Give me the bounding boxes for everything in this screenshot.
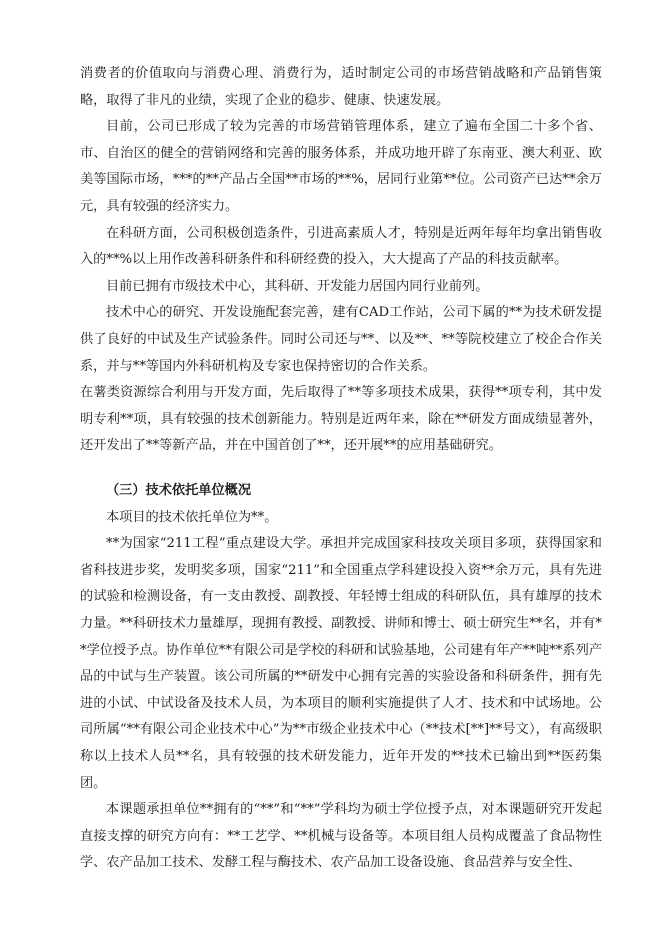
paragraph-marketing-system: 目前，公司已形成了较为完善的市场营销管理体系，建立了遍布全国二十多个省、市、自治区的健全的营销网络和完善的服务体系，并成功地开辟了东南亚、澳大利亚、欧美等国际市场，***的**产品占全国**市场的**%，居同行业第**位。公司资产已达**余万元，具有较强的经济实力。	[80, 119, 602, 214]
paragraph-research-investment: 在科研方面，公司积极创造条件，引进高素质人才，特别是近两年每年均拿出销售收入的**%以上用作改善科研条件和科研经费的投入，大大提高了产品的科技贡献率。	[80, 225, 602, 268]
paragraph-university-profile: **为国家“211工程”重点建设大学。承担并完成国家科技攻关项目多项，获得国家和省科技进步奖，发明奖多项，国家“211”和全国重点学科建设投入资**余万元，具有先进的试验和检测设备，有一支由教授、副教授、年轻博士组成的科研队伍，具有雄厚的技术力量。**科研技术力量雄厚，现拥有教授、副教授、讲师和博士、硕士研究生**名，并有**学位授予点。协作单位**有限公司是学校的科研和试验基地，公司建有年产**吨**系列产品的中试与生产装置。该公司所属的**研发中心拥有完善的实验设备和科研条件，拥有先进的小试、中试设备及技术人员，为本项目的顺利实施提供了人才、技术和中试场地。公司所属“**有限公司企业技术中心”为**市级企业技术中心（**技术[**]**号文），有高级职称以上技术人员**名，具有较强的技术研发能力，近年开发的**技术已输出到**医药集团。	[80, 536, 602, 791]
paragraph-marketing-continuation: 消费者的价值取向与消费心理、消费行为，适时制定公司的市场营销战略和产品销售策略，取得了非凡的业绩，实现了企业的稳步、健康、快速发展。	[80, 66, 602, 108]
paragraph-supporting-unit: 本项目的技术依托单位为**。	[106, 509, 278, 525]
body-text-top	[80, 61, 602, 460]
body-text-bottom	[80, 478, 602, 877]
paragraph-tech-center: 目前已拥有市级技术中心，其科研、开发能力居国内同行业前列。	[106, 278, 489, 294]
paragraph-rd-facilities: 技术中心的研究、开发设施配套完善，建有CAD工作站，公司下属的**为技术研发提供了良好的中试及生产试验条件。同时公司还与**、以及**、**等院校建立了校企合作关系，并与**等国内外科研机构及专家也保持密切的合作关系。	[80, 305, 602, 374]
paragraph-achievements: 在薯类资源综合利用与开发方面，先后取得了**等多项技术成果，获得**项专利，其中发明专利**项，具有较强的技术创新能力。特别是近两年来，除在**研发方面成绩显著外，还开发出了**等新产品，并在中国首创了**，还开展**的应用基础研究。	[80, 385, 602, 454]
paragraph-disciplines: 本课题承担单位**拥有的“**”和“**”学科均为硕士学位授予点，对本课题研究开发起直接支撑的研究方向有：**工艺学、**机械与设备等。本项目组人员构成覆盖了食品物性学、农产品加工技术、发酵工程与酶技术、农产品加工设备设施、食品营养与安全性、	[80, 802, 602, 871]
section-heading: （三）技术依托单位概况	[106, 483, 252, 498]
